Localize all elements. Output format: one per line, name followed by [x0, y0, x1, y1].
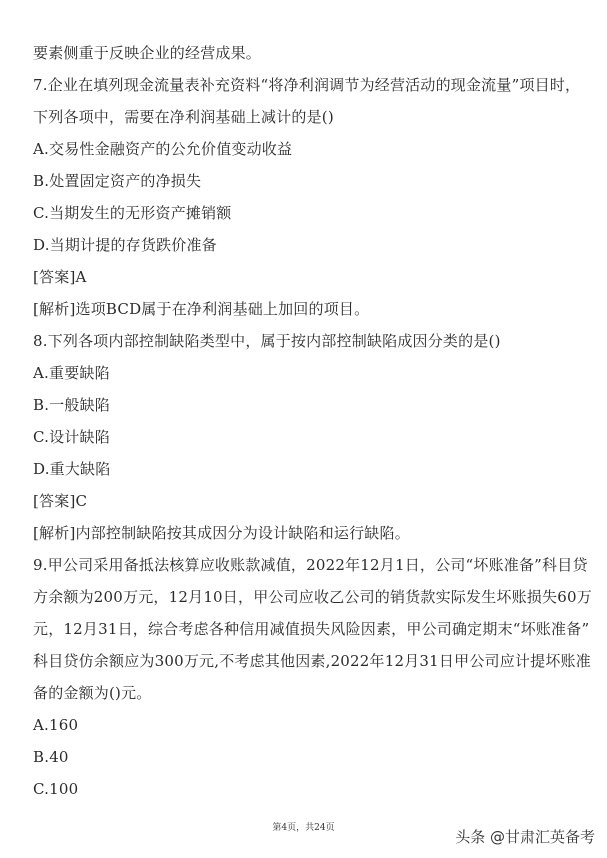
text-line: 要素侧重于反映企业的经营成果。 — [33, 44, 262, 62]
text-line: 方余额为200万元，12月10日，甲公司应收乙公司的销货款实际发生坏账损失60万 — [33, 588, 592, 606]
text-line: 下列各项中，需要在净利润基础上减计的是() — [33, 108, 334, 126]
text-line: [答案]A — [33, 268, 87, 286]
text-line: B.处置固定资产的净损失 — [33, 172, 202, 190]
text-line: A.160 — [33, 716, 79, 734]
text-line: 备的金额为()元。 — [33, 684, 152, 702]
text-line: D.当期计提的存货跌价准备 — [33, 236, 217, 254]
text-line: 元，12月31日，综合考虑各种信用减值损失风险因素，甲公司确定期末“坏账准备” — [33, 620, 590, 638]
text-line: [答案]C — [33, 492, 88, 510]
text-line: C.设计缺陷 — [33, 428, 110, 446]
text-line: B.一般缺陷 — [33, 396, 110, 414]
text-line: C.100 — [33, 780, 79, 798]
text-line: A.交易性金融资产的公允价值变动收益 — [33, 140, 293, 158]
text-line: A.重要缺陷 — [33, 364, 110, 382]
text-line: 9.甲公司采用备抵法核算应收账款减值，2022年12月1日，公司“坏账准备”科目贷 — [33, 556, 588, 574]
text-line: [解析]内部控制缺陷按其成因分为设计缺陷和运行缺陷。 — [33, 524, 410, 542]
text-line: 科目贷仿余额应为300万元,不考虑其他因素,2022年12月31日甲公司应计提坏账准 — [33, 652, 591, 670]
text-line: [解析]选项BCD属于在净利润基础上加回的项目。 — [33, 300, 370, 318]
text-line: D.重大缺陷 — [33, 460, 111, 478]
text-line: C.当期发生的无形资产摊销额 — [33, 204, 232, 222]
page-number: 第4页，共24页 — [272, 823, 335, 833]
document-body — [33, 37, 593, 805]
text-line: 7.企业在填列现金流量表补充资料“将净利润调节为经营活动的现金流量”项目时， — [33, 76, 581, 94]
watermark: 头条 @甘肃汇英备考 — [455, 828, 595, 846]
text-line: 8.下列各项内部控制缺陷类型中，属于按内部控制缺陷成因分类的是() — [33, 332, 501, 350]
text-line: B.40 — [33, 748, 69, 766]
